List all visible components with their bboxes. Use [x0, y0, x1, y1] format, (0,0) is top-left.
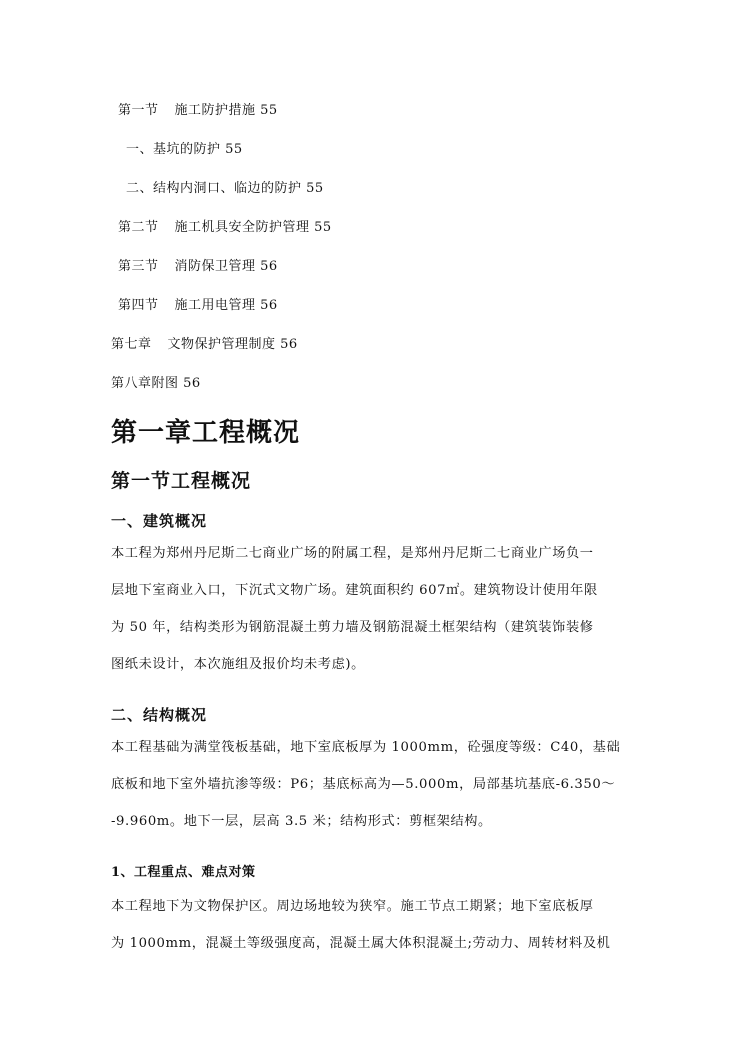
- paragraph-line: 本工程为郑州丹尼斯二七商业广场的附属工程，是郑州丹尼斯二七商业广场负一: [111, 546, 594, 561]
- paragraph-structure: [111, 729, 635, 840]
- subsection-heading-building: 一、建筑概况: [111, 512, 208, 530]
- toc-entry[interactable]: [126, 138, 243, 157]
- subsection-heading-structure: 二、结构概况: [111, 706, 208, 724]
- toc-entry-number: 第三节: [118, 259, 159, 274]
- paragraph-line: 为 1000mm，混凝土等级强度高，混凝土属大体积混凝土;劳动力、周转材料及机: [111, 936, 611, 951]
- toc-entry-title: 二、结构内洞口、临边的防护 55: [126, 181, 324, 196]
- toc-entry-number: 第七章: [111, 337, 152, 352]
- toc-entry-number: 第二节: [118, 220, 159, 235]
- paragraph-building: [111, 535, 635, 683]
- paragraph-line: 层地下室商业入口，下沉式文物广场。建筑面积约 607㎡。建筑物设计使用年限: [111, 583, 598, 598]
- subsection-heading-key-points: 1、工程重点、难点对策: [111, 865, 256, 880]
- toc-entry-number: 第四节: [118, 298, 159, 313]
- paragraph-line: 图纸未设计，本次施组及报价均未考虑)。: [111, 657, 365, 672]
- toc-entry[interactable]: [111, 372, 201, 391]
- toc-entry-title: 第八章附图 56: [111, 376, 201, 391]
- toc-entry-title: 一、基坑的防护 55: [126, 142, 243, 157]
- paragraph-line: 为 50 年，结构类形为钢筋混凝土剪力墙及钢筋混凝土框架结构（建筑装饰装修: [111, 620, 594, 635]
- paragraph-line: 本工程地下为文物保护区。周边场地较为狭窄。施工节点工期紧；地下室底板厚: [111, 899, 594, 914]
- toc-entry-title: 施工防护措施 55: [174, 103, 278, 118]
- toc-entry-title: 施工机具安全防护管理 55: [174, 220, 332, 235]
- paragraph-line: 本工程基础为满堂筏板基础，地下室底板厚为 1000mm，砼强度等级：C40，基础: [111, 740, 621, 755]
- toc-entry[interactable]: [118, 216, 332, 235]
- paragraph-line: 底板和地下室外墙抗渗等级：P6；基底标高为—5.000m，局部基坑基底-6.350～: [111, 777, 616, 792]
- toc-entry[interactable]: [118, 255, 278, 274]
- toc-entry[interactable]: [126, 177, 324, 196]
- toc-entry-title: 消防保卫管理 56: [174, 259, 278, 274]
- toc-entry-title: 施工用电管理 56: [174, 298, 278, 313]
- chapter-title: 第一章工程概况: [111, 418, 301, 448]
- toc-entry[interactable]: [118, 294, 278, 313]
- toc-entry[interactable]: [111, 333, 298, 352]
- paragraph-key-points: [111, 888, 635, 962]
- toc-entry-title: 文物保护管理制度 56: [167, 337, 298, 352]
- toc-entry[interactable]: [118, 99, 278, 118]
- section-title: 第一节工程概况: [111, 470, 252, 492]
- toc-entry-number: 第一节: [118, 103, 159, 118]
- paragraph-line: -9.960m。地下一层，层高 3.5 米；结构形式：剪框架结构。: [111, 814, 492, 829]
